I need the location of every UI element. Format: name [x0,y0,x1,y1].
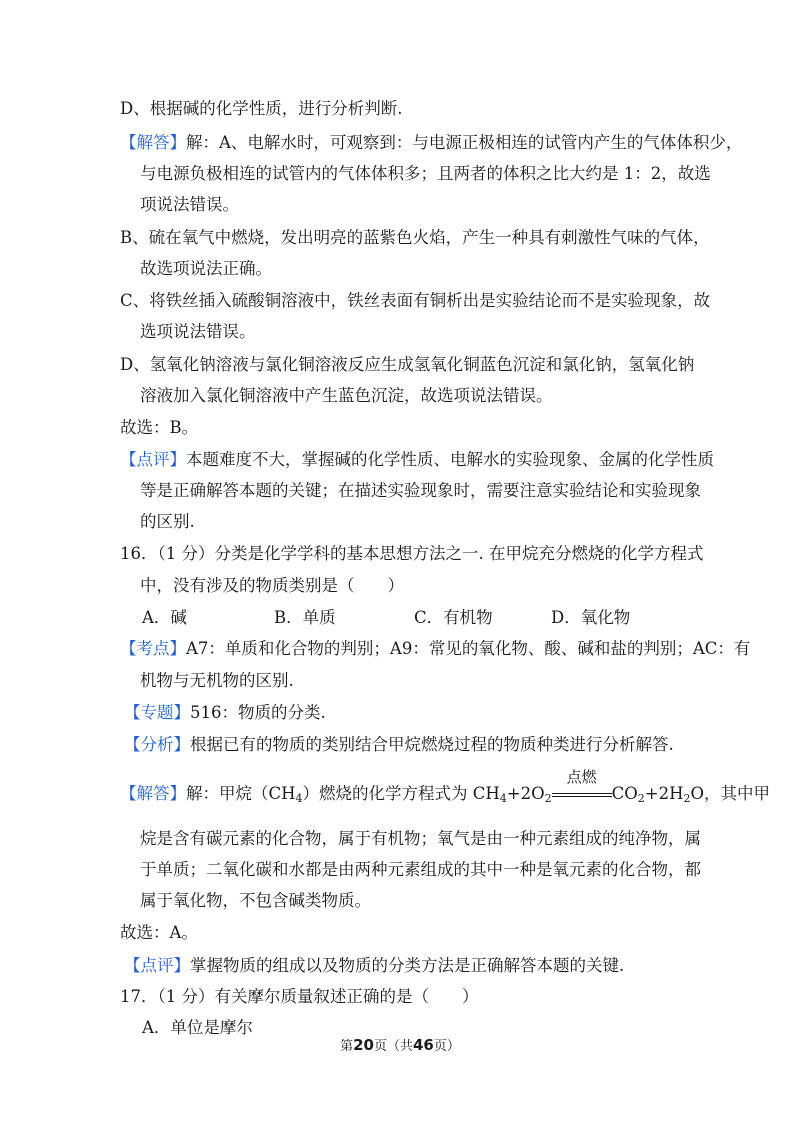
option-a: A．碱 [142,608,187,627]
answer-line-2: 烷是含有碳元素的化合物，属于有机物；氧气是由一种元素组成的纯净物，属 [140,829,701,848]
comment-tag: 【点评】 [124,956,190,975]
comment-line [120,449,714,471]
comment-tag: 【点评】 [120,450,186,469]
condition-text: 点燃 [566,768,597,786]
answer-tag: 【解答】 [120,133,186,152]
total-pages: 46 [413,1036,434,1054]
option-b-analysis-2: 故选项说法正确。 [140,259,272,278]
topic-tag: 【专题】 [124,703,190,722]
option-c: C．有机物 [414,608,493,627]
question-16-stem: 16．（1 分）分类是化学学科的基本思想方法之一. 在甲烷充分燃烧的化学方程式 [120,544,704,563]
footer-text: 页） [433,1039,460,1054]
knowledge-point-line-2: 机物与无机物的区别. [140,671,294,690]
choice: 故选：A。 [120,923,198,942]
question-16-stem-2: 中，没有涉及的物质类别是（ ） [140,576,404,595]
equation-text: +2H [644,784,684,803]
topic-text: 516：物质的分类. [190,703,326,722]
answer-tag: 【解答】 [120,784,186,803]
subscript: 2 [683,792,691,805]
analysis-line [124,734,674,756]
analysis-text: 根据已有的物质的类别结合甲烷燃烧过程的物质种类进行分析解答. [190,735,674,754]
footer-text: 第 [340,1039,354,1054]
comment-line-3: 的区别. [140,512,195,531]
reaction-condition [552,768,612,805]
knowledge-point-text: A7：单质和化合物的判别；A9：常见的氧化物、酸、碱和盐的判别；AC：有 [186,639,751,658]
subscript: 2 [544,792,552,805]
question-17-option-a: A．单位是摩尔 [142,1018,253,1037]
analysis-tag: 【分析】 [124,735,190,754]
answer-line-2: 与电源负极相连的试管内的气体体积多；且两者的体积之比大约是 1：2，故选 [140,164,711,183]
knowledge-point-tag: 【考点】 [120,639,186,658]
subscript: 4 [295,792,303,805]
option-b-analysis: B、硫在氧气中燃烧，发出明亮的蓝紫色火焰，产生一种具有刺激性气味的气体， [120,228,710,247]
comment-line-2: 等是正确解答本题的关键；在描述实验现象时，需要注意实验结论和实验现象 [140,481,701,500]
option-c-analysis-2: 选项说法错误。 [140,322,256,341]
hint-d: D、根据碱的化学性质，进行分析判断. [120,99,403,118]
equation-text: +2O [506,784,545,803]
topic-line [124,702,326,724]
option-d: D．氧化物 [551,608,631,627]
comment-line [124,955,624,977]
page-number: 20 [353,1036,374,1054]
knowledge-point-line [120,638,750,660]
subscript: 2 [637,792,645,805]
option-d-analysis-2: 溶液加入氯化铜溶液中产生蓝色沉淀，故选项说法错误。 [140,386,553,405]
subscript: 4 [499,792,507,805]
answer-text: 解：A、电解水时，可观察到：与电源正极相连的试管内产生的气体体积少， [186,133,743,152]
comment-text: 掌握物质的组成以及物质的分类方法是正确解答本题的关键. [190,956,625,975]
option-c-analysis: C、将铁丝插入硫酸铜溶液中，铁丝表面有铜析出是实验结论而不是实验现象，故 [120,291,711,310]
answer-equation-line [120,768,771,805]
answer-line-3: 于单质；二氧化碳和水都是由两种元素组成的其中一种是氧元素的化合物，都 [140,860,701,879]
page-footer [0,1035,800,1054]
answer-text: 解：甲烷（CH [186,784,296,803]
answer-text: O，其中甲 [690,784,771,803]
option-b: B．单质 [274,608,336,627]
footer-text: 页（共 [373,1039,413,1054]
equation-text: CO [611,784,638,803]
option-d-analysis: D、氢氧化钠溶液与氯化铜溶液反应生成氢氧化铜蓝色沉淀和氯化钠，氢氧化钠 [120,355,695,374]
answer-line [120,132,742,154]
comment-text: 本题难度不大，掌握碱的化学性质、电解水的实验现象、金属的化学性质 [186,450,714,469]
answer-text: ）燃烧的化学方程式为 CH [302,784,500,803]
answer-line-4: 属于氧化物，不包含碱类物质。 [140,891,371,910]
choice: 故选：B。 [120,418,199,437]
question-17-stem: 17．（1 分）有关摩尔质量叙述正确的是（ ） [120,987,479,1006]
answer-line-3: 项说法错误。 [140,195,239,214]
equals-bars [552,793,612,797]
